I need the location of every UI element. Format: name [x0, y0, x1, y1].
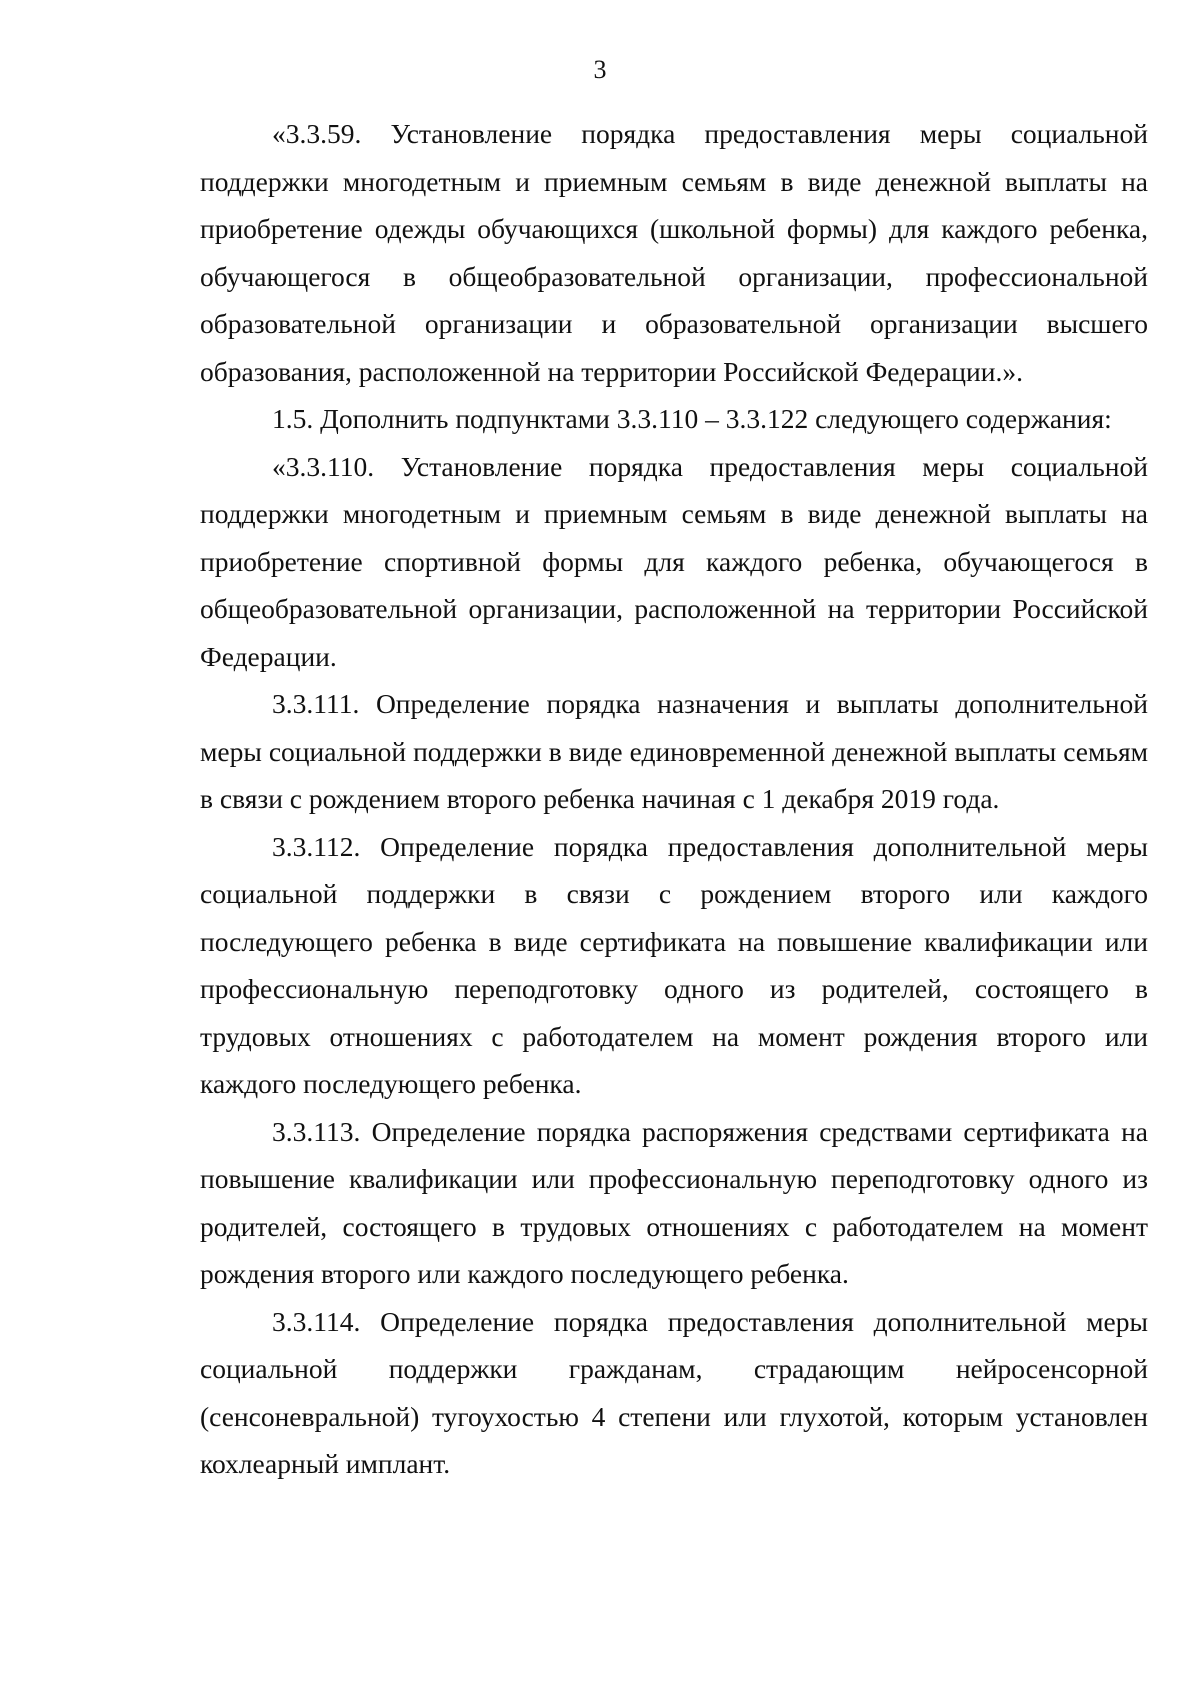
paragraph-3-3-112: 3.3.112. Определение порядка предоставления дополнительной меры социальной поддержки в связи с рождением второго или каждого последующего ребенка в виде сертификата на повышение квалификации или профессиональную переподготовку одного из родителей, состоящего в трудовых отношениях с работодателем на момент рождения второго или каждого последующего ребенка.	[200, 830, 1148, 1099]
page-number: 3	[593, 55, 607, 84]
paragraph-3-3-113: 3.3.113. Определение порядка распоряжения средствами сертификата на повышение квалификации или профессиональную переподготовку одного из родителей, состоящего в трудовых отношениях с работодателем на момент рождения второго или каждого последующего ребенка.	[200, 1115, 1148, 1289]
paragraph-3-3-110: «3.3.110. Установление порядка предоставления меры социальной поддержки многодетным и приемным семьям в виде денежной выплаты на приобретение спортивной формы для каждого ребенка, обучающегося в общеобразовательной организации, расположенной на территории Российской Федерации.	[200, 450, 1148, 672]
paragraph-3-3-114: 3.3.114. Определение порядка предоставления дополнительной меры социальной поддержки гражданам, страдающим нейросенсорной (сенсоневральной) тугоухостью 4 степени или глухотой, которым установлен кохлеарный имплант.	[200, 1305, 1148, 1479]
paragraph-3-3-59: «3.3.59. Установление порядка предоставления меры социальной поддержки многодетным и приемным семьям в виде денежной выплаты на приобретение одежды обучающихся (школьной формы) для каждого ребенка, обучающегося в общеобразовательной организации, профессиональной образовательной организации и образовательной организации высшего образования, расположенной на территории Российской Федерации.».	[200, 118, 1148, 387]
paragraph-3-3-111: 3.3.111. Определение порядка назначения и выплаты дополнительной меры социальной поддержки в виде единовременной денежной выплаты семьям в связи с рождением второго ребенка начиная с 1 декабря 2019 года.	[200, 688, 1148, 814]
paragraph-1-5: 1.5. Дополнить подпунктами 3.3.110 – 3.3.122 следующего содержания:	[272, 403, 1112, 434]
document-body	[200, 110, 1148, 1488]
